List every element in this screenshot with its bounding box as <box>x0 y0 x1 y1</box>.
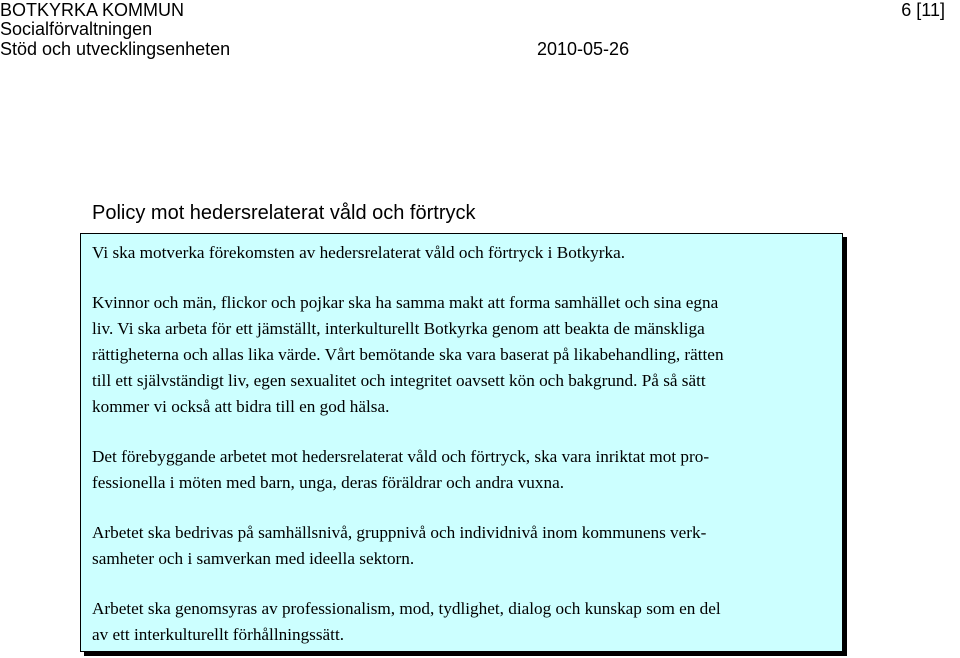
text-line: Kvinnor och män, flickor och pojkar ska ha samma makt att forma samhället och sina egna <box>92 293 719 312</box>
policy-paragraph-5 <box>92 596 828 648</box>
text-line: av ett interkulturellt förhållningssätt. <box>92 625 345 644</box>
text-line: samheter och i samverkan med ideella sektorn. <box>92 549 415 568</box>
policy-paragraph-4 <box>92 520 828 572</box>
organization-name: BOTKYRKA KOMMUN <box>0 0 185 20</box>
text-line: Det förebyggande arbetet mot hedersrelaterat våld och förtryck, ska vara inriktat mot pro- <box>92 447 710 466</box>
policy-title: Policy mot hedersrelaterat våld och förtryck <box>92 202 476 224</box>
text-line: Arbetet ska genomsyras av professionalism, mod, tydlighet, dialog och kunskap som en del <box>92 599 721 618</box>
department-name: Socialförvaltningen <box>0 19 153 39</box>
text-line: till ett självständigt liv, egen sexualitet och integritet oavsett kön och bakgrund. På så sätt <box>92 371 706 390</box>
policy-paragraph-2 <box>92 290 828 420</box>
document-date: 2010-05-26 <box>537 39 630 59</box>
text-line: liv. Vi ska arbeta för ett jämställt, interkulturellt Botkyrka genom att beakta de mänskliga <box>92 319 705 338</box>
text-line: Vi ska motverka förekomsten av hedersrelaterat våld och förtryck i Botkyrka. <box>92 243 626 262</box>
text-line: fessionella i möten med barn, unga, deras föräldrar och andra vuxna. <box>92 473 565 492</box>
policy-text-box <box>80 233 843 652</box>
unit-name: Stöd och utvecklingsenheten <box>0 39 231 59</box>
page-number: 6 [11] <box>901 0 945 20</box>
text-line: kommer vi också att bidra till en god hälsa. <box>92 397 390 416</box>
policy-paragraph-1 <box>92 240 828 266</box>
policy-paragraph-3 <box>92 444 828 496</box>
text-line: Arbetet ska bedrivas på samhällsnivå, gruppnivå och individnivå inom kommunens verk- <box>92 523 707 542</box>
text-line: rättigheterna och allas lika värde. Vårt bemötande ska vara baserat på likabehandling, rätten <box>92 345 724 364</box>
